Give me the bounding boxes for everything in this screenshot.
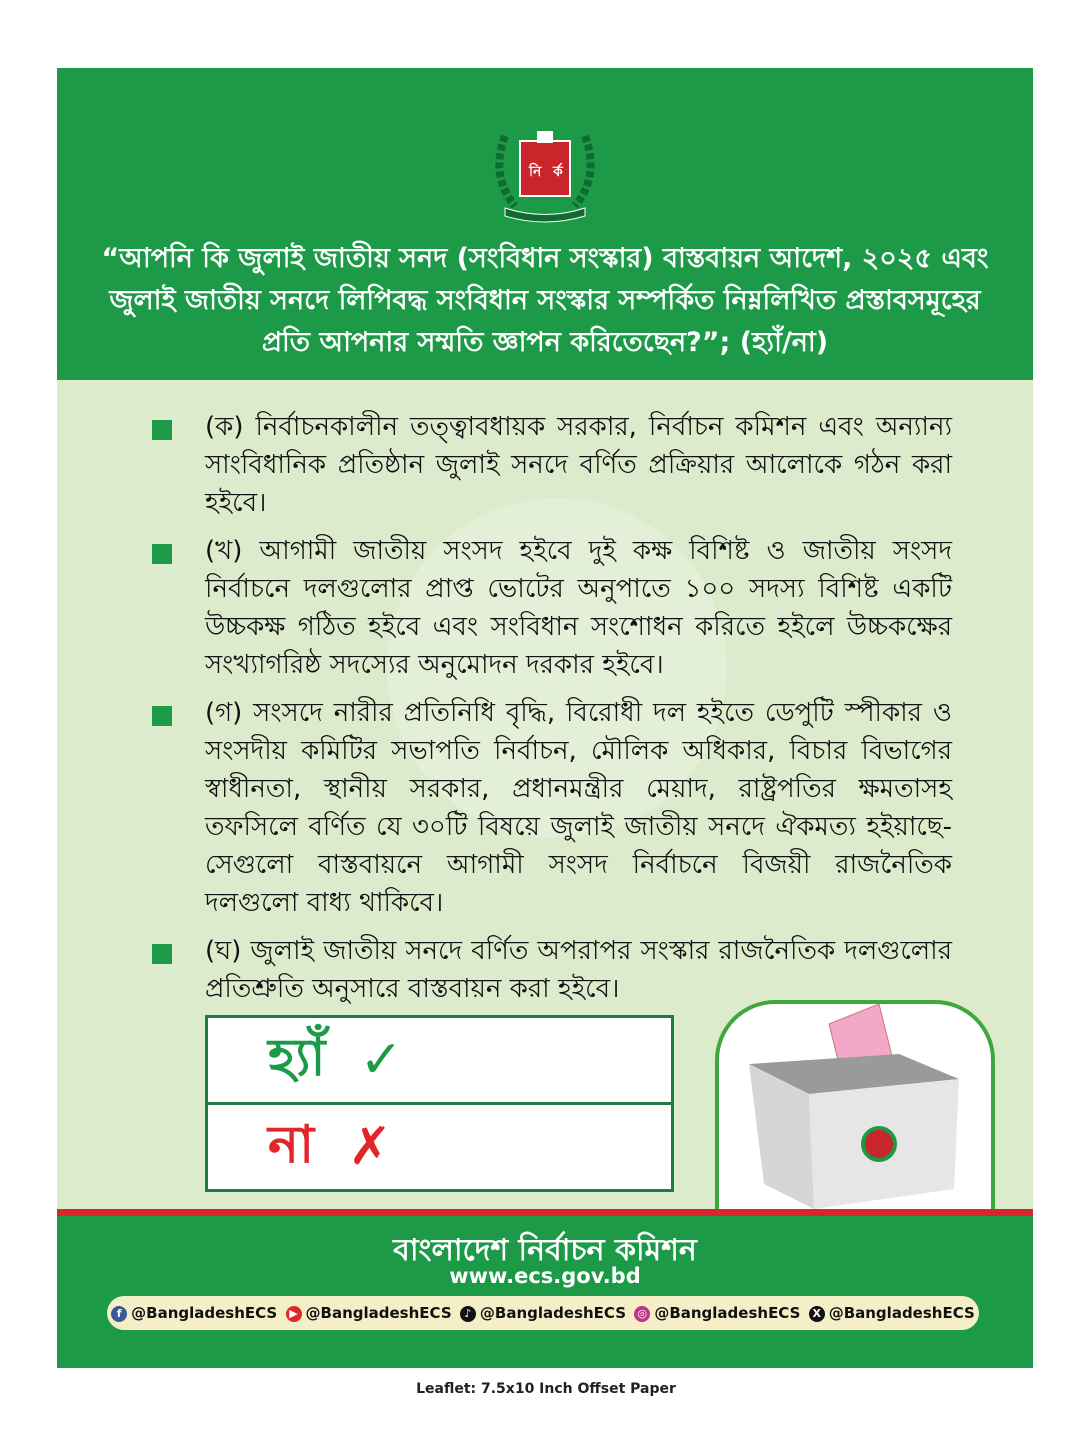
proposal-item (152, 408, 952, 522)
organization-name: বাংলাদেশ নির্বাচন কমিশন (393, 1233, 697, 1268)
social-instagram[interactable] (634, 1304, 800, 1322)
proposal-item (152, 932, 952, 1008)
proposal-text: (গ) সংসদে নারীর প্রতিনিধি বৃদ্ধি, বিরোধী দল হইতে ডেপুটি স্পীকার ও সংসদীয় কমিটির সভাপতি নির্বাচন, মৌলিক অধিকার, বিচার বিভাগের স্বাধীনতা, স্থানীয় সরকার, প্রধানমন্ত্রীর মেয়াদ, রাষ্ট্রপতির ক্ষমতাসহ তফসিলে বর্ণিত যে ৩০টি বিষয়ে জুলাই জাতীয় সনদে ঐকমত্য হইয়াছে- সেগুলো বাস্তবায়নে আগামী সংসদ নির্বাচনে বিজয়ী রাজনৈতিক দলগুলো বাধ্য থাকিবে। (205, 698, 952, 918)
election-commission-logo (485, 116, 605, 226)
proposal-text: (ক) নির্বাচনকালীন তত্ত্বাবধায়ক সরকার, নির্বাচন কমিশন এবং অন্যান্য সাংবিধানিক প্রতিষ্ঠান জুলাই সনদে বর্ণিত প্রক্রিয়ার আলোকে গঠন করা হইবে। (205, 412, 952, 518)
social-facebook[interactable] (111, 1304, 277, 1322)
proposal-text: (খ) আগামী জাতীয় সংসদ হইবে দুই কক্ষ বিশিষ্ট ও জাতীয় সংসদ নির্বাচনে দলগুলোর প্রাপ্ত ভোটের অনুপাতে ১০০ সদস্য বিশিষ্ট একটি উচ্চকক্ষ গঠিত হইবে এবং সংবিধান সংশোধন করিতে হইলে উচ্চকক্ষের সংখ্যাগরিষ্ঠ সদস্যের অনুমোদন দরকার হইবে। (205, 536, 952, 680)
proposal-text: (ঘ) জুলাই জাতীয় সনদে বর্ণিত অপরাপর সংস্কার রাজনৈতিক দলগুলোর প্রতিশ্রুতি অনুসারে বাস্তবায়ন করা হইবে। (205, 936, 952, 1004)
bullet-square-icon (152, 544, 172, 564)
yes-label: হ্যাঁ (268, 1027, 326, 1088)
proposal-list (152, 408, 952, 1018)
bullet-square-icon (152, 944, 172, 964)
social-links (107, 1296, 979, 1330)
header (57, 68, 1033, 380)
referendum-question: “আপনি কি জুলাই জাতীয় সনদ (সংবিধান সংস্কার) বাস্তবায়ন আদেশ, ২০২৫ এবং জুলাই জাতীয় সনদে লিপিবদ্ধ সংবিধান সংস্কার সম্পর্কিত নিম্নলিখিত প্রস্তাবসমূহের প্রতি আপনার সম্মতি জ্ঞাপন করিতেছেন?”; (হ্যাঁ/না) (101, 243, 989, 358)
no-label: না (268, 1114, 315, 1175)
social-handle: @BangladeshECS (305, 1304, 452, 1322)
bullet-square-icon (152, 706, 172, 726)
social-handle: @BangladeshECS (654, 1304, 801, 1322)
x-icon: X (809, 1306, 825, 1322)
social-handle: @BangladeshECS (131, 1304, 278, 1322)
facebook-icon: f (111, 1306, 127, 1322)
vote-options (205, 1015, 674, 1192)
bullet-square-icon (152, 420, 172, 440)
proposal-item (152, 694, 952, 922)
proposal-item (152, 532, 952, 684)
social-x[interactable] (809, 1304, 975, 1322)
checkmark-icon: ✓ (359, 1030, 404, 1090)
cross-icon: ✗ (348, 1117, 392, 1177)
instagram-icon: ◎ (634, 1306, 650, 1322)
svg-text:র্ক: র্ক (553, 164, 563, 180)
divider (57, 1209, 1033, 1216)
no-option (208, 1102, 671, 1189)
social-youtube[interactable] (286, 1304, 452, 1322)
youtube-icon: ▶ (286, 1306, 302, 1322)
footer (57, 1216, 1033, 1368)
svg-text:নি: নি (529, 164, 542, 180)
social-tiktok[interactable] (460, 1304, 626, 1322)
yes-option (208, 1018, 671, 1102)
ballot-box-image (715, 1000, 995, 1214)
tiktok-icon: ♪ (460, 1306, 476, 1322)
website-link[interactable]: www.ecs.gov.bd (449, 1264, 641, 1288)
print-note: Leaflet: 7.5x10 Inch Offset Paper (416, 1381, 676, 1397)
social-handle: @BangladeshECS (828, 1304, 975, 1322)
ballot-box-icon (719, 1004, 991, 1214)
leaflet (57, 68, 1033, 1368)
social-handle: @BangladeshECS (479, 1304, 627, 1322)
